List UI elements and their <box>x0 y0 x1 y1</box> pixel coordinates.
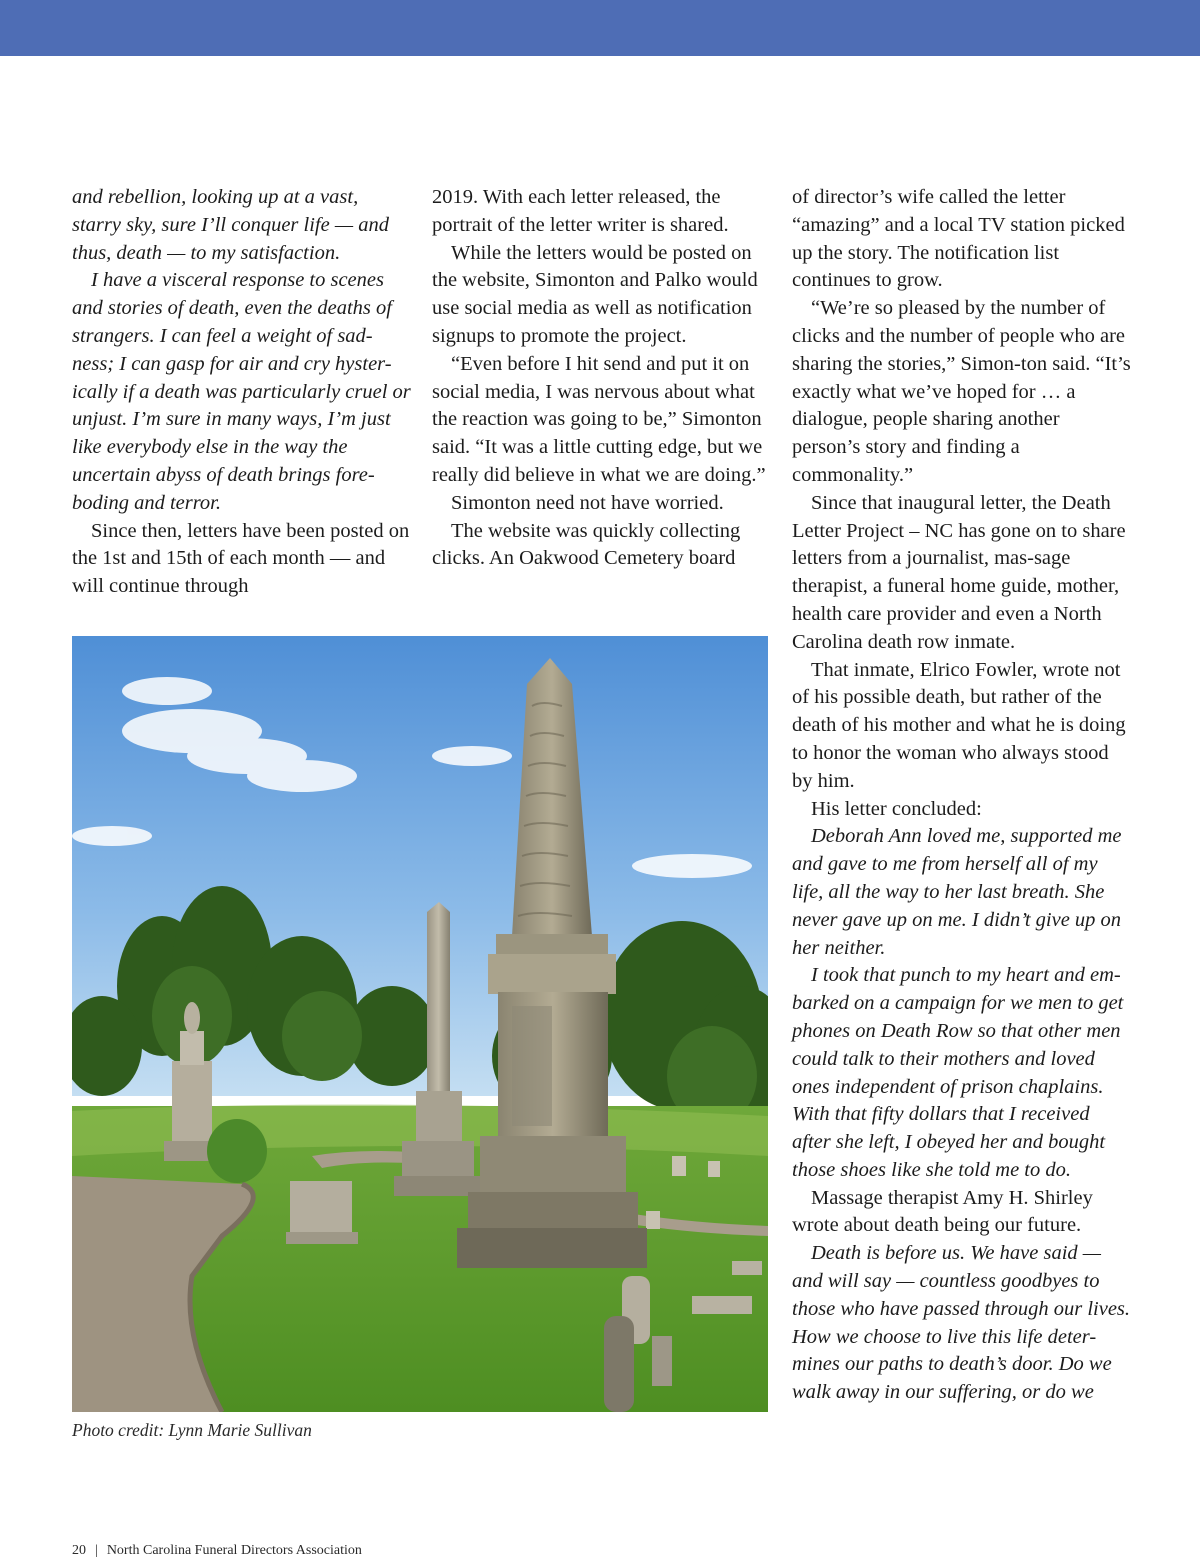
paragraph: Since that inaugural letter, the Death Letter Project – NC has gone on to share letters from a journalist, mas-sage therapist, a funeral home guide, mother, health care provider and even a North Carolina death row inmate. <box>792 491 1126 653</box>
paragraph: of director’s wife called the letter “amazing” and a local TV station picked up the story. The notification list continues to grow. <box>792 186 1125 292</box>
paragraph: Death is before us. We have said — and will say — countless goodbyes to those who have passed through our lives. How we choose to live this life deter-mines our paths to death’s door. Do we walk away in our suffering, or do we <box>792 1242 1131 1404</box>
text-column-2 <box>432 184 772 573</box>
paragraph: “We’re so pleased by the number of clicks and the number of people who are sharing the stories,” Simon-ton said. “It’s exactly what we’ve hoped for … a dialogue, people sharing another person’s story and finding a commonality.” <box>792 297 1131 486</box>
paragraph: 2019. With each letter released, the portrait of the letter writer is shared. <box>432 186 729 236</box>
paragraph: His letter concluded: <box>811 797 982 820</box>
paragraph: “Even before I hit send and put it on social media, I was nervous about what the reaction was going to be,” Simonton said. “It was a little cutting edge, but we really did believe in what we are doing.” <box>432 352 766 486</box>
page-number: 20 <box>72 1543 86 1558</box>
page-footer <box>72 1543 362 1559</box>
paragraph: That inmate, Elrico Fowler, wrote not of his possible death, but rather of the death of his mother and what he is doing to honor the woman who always stood by him. <box>792 658 1126 792</box>
paragraph: and rebellion, looking up at a vast, starry sky, sure I’ll conquer life — and thus, death — to my satisfaction. <box>72 186 389 264</box>
paragraph: The website was quickly collecting clicks. An Oakwood Cemetery board <box>432 519 741 570</box>
cemetery-photo <box>72 636 768 1412</box>
text-column-3 <box>792 184 1132 1407</box>
paragraph: While the letters would be posted on the website, Simonton and Palko would use social media as well as notification signups to promote the project. <box>432 241 758 347</box>
paragraph: Deborah Ann loved me, supported me and gave to me from herself all of my life, all the way to her last breath. She never gave up on me. I didn’t give up on her neither. <box>792 825 1122 959</box>
paragraph: Simonton need not have worried. <box>451 491 724 514</box>
paragraph: Massage therapist Amy H. Shirley wrote about death being our future. <box>792 1186 1093 1237</box>
footer-separator: | <box>95 1543 98 1558</box>
publication-name: North Carolina Funeral Directors Association <box>106 1543 362 1558</box>
paragraph: I took that punch to my heart and em-barked on a campaign for we men to get phones on Death Row so that other men could talk to their mothers and loved ones independent of prison chaplains. With that fifty dollars that I received after she left, I obeyed her and bought those shoes like she told me to do. <box>792 964 1124 1181</box>
header-band <box>0 0 1200 56</box>
photo-caption: Photo credit: Lynn Marie Sullivan <box>72 1420 312 1440</box>
text-column-1 <box>72 184 412 601</box>
paragraph: Since then, letters have been posted on the 1st and 15th of each month — and will continue through <box>72 519 410 598</box>
paragraph: I have a visceral response to scenes and stories of death, even the deaths of strangers. I can feel a weight of sad-ness; I can gasp for air and cry hyster-ically if a death was particularly cruel or unjust. I’m sure in many ways, I’m just like everybody else in the way the uncertain abyss of death brings fore-boding and terror. <box>72 269 411 514</box>
